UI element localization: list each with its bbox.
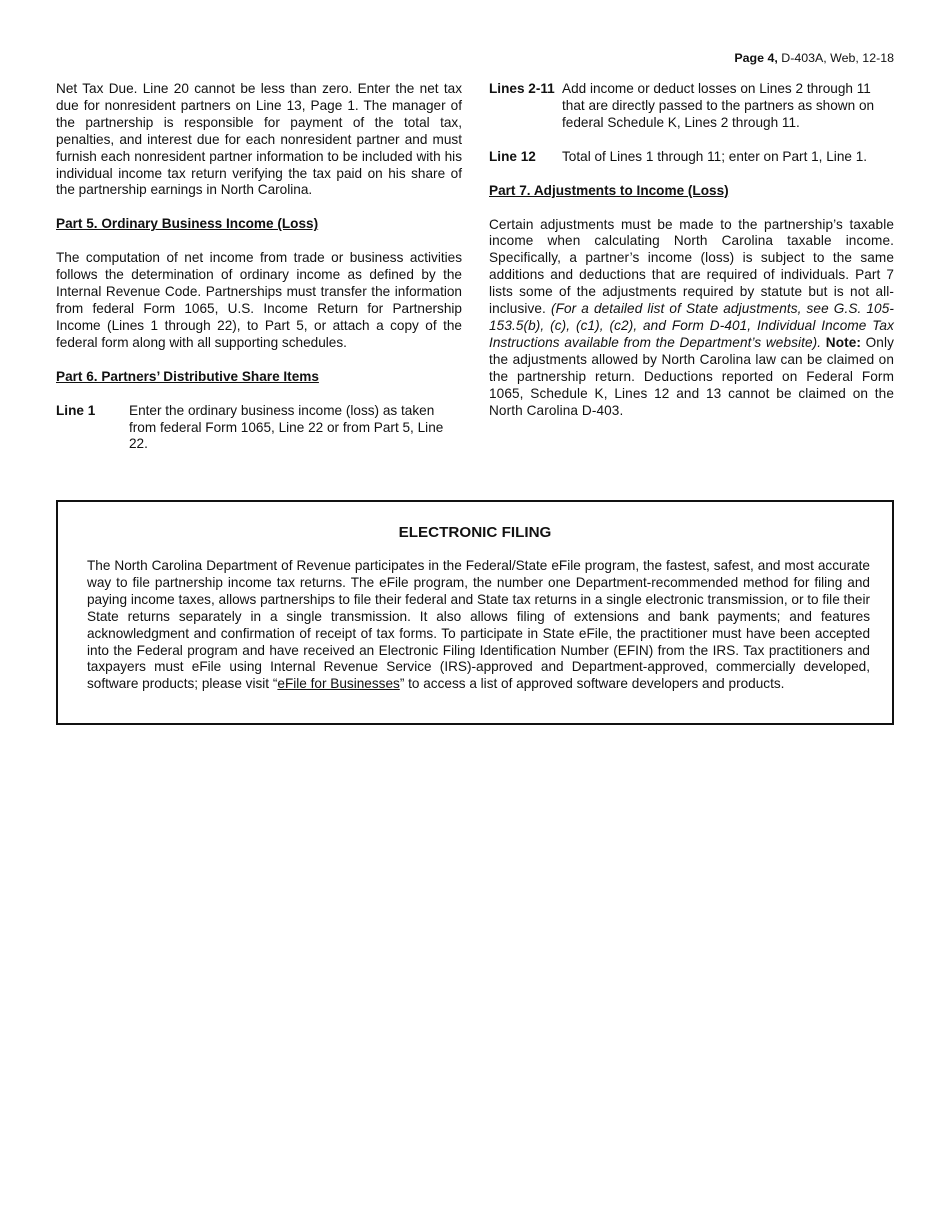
electronic-filing-box: [56, 500, 894, 725]
part7-paragraph: [489, 217, 894, 420]
efile-for-businesses-link[interactable]: eFile for Businesses: [277, 676, 400, 692]
part5-paragraph: The computation of net income from trade or business activities follows the determination of ordinary income as defined by the Internal Revenue Code. Partnerships must transfer the information from federal Form 1065, U.S. Income Return for Partnership Income (Lines 1 through 22), to Part 5, or attach a copy of the federal form along with all supporting schedules.: [56, 250, 462, 350]
line1-label: Line 1: [56, 402, 96, 418]
line1-row: [56, 403, 462, 454]
line12-row: [489, 149, 894, 166]
left-column: [56, 81, 462, 453]
part7-note-label: Note:: [825, 334, 862, 350]
right-column: [489, 81, 894, 419]
line1-text: Enter the ordinary business income (loss) as taken from federal Form 1065, Line 22 or from Part 5, Line 22.: [129, 402, 444, 452]
part7-heading: Part 7. Adjustments to Income (Loss): [489, 182, 729, 198]
part7-italic-reference: (For a detailed list of State adjustments, see G.S. 105-153.5(b), (c), (c1), (c2), and Form D-401, Individual Income Tax Instructions available from the Department’s website).: [489, 301, 894, 350]
efiling-body-2: ” to access a list of approved software developers and products.: [399, 676, 785, 692]
page-header: [734, 51, 894, 65]
part7-text-1: Certain adjustments must be made to the partnership’s taxable income when calculating North Carolina taxable income. Specifically, a partner’s income (loss) is subject to the same additions and deductions that are required of individuals. Part 7 lists some of the adjustments required by statute but is not all-inclusive.: [489, 216, 894, 317]
line12-label: Line 12: [489, 148, 536, 164]
form-info: D-403A, Web, 12-18: [781, 51, 894, 65]
electronic-filing-title: ELECTRONIC FILING: [398, 524, 552, 541]
efiling-body-1: The North Carolina Department of Revenue participates in the Federal/State eFile program, the fastest, safest, and most accurate way to file partnership income tax returns. The eFile program, the number one Department-recommended method for filing and paying income taxes, allows partnerships to file their federal and State tax returns in a single electronic transmission, or to file their State returns separately in a single transmission. It also allows filing of extensions and bank payments; and features acknowledgment and confirmation of receipt of tax forms. To participate in State eFile, the practitioner must have been accepted into the Federal program and have received an Electronic Filing Identification Number (EFIN) from the IRS. Tax practitioners and taxpayers must eFile using Internal Revenue Service (IRS)-approved and Department-approved, commercially developed, software products; please visit “: [87, 558, 870, 692]
part6-heading: Part 6. Partners’ Distributive Share Items: [56, 368, 319, 384]
part5-heading: Part 5. Ordinary Business Income (Loss): [56, 216, 319, 232]
line12-text: Total of Lines 1 through 11; enter on Part 1, Line 1.: [562, 148, 868, 164]
page-number: Page 4,: [734, 51, 778, 65]
lines2-11-label: Lines 2-11: [489, 81, 555, 96]
electronic-filing-body: [87, 558, 870, 693]
lines2-11-row: [489, 81, 894, 132]
part7-text-2: Only the adjustments allowed by North Carolina law can be claimed on the partnership return. Deductions reported on Federal Form 1065, Schedule K, Lines 12 and 13 cannot be claimed on the North Carolina D-403.: [489, 334, 894, 418]
lines2-11-text: Add income or deduct losses on Lines 2 through 11 that are directly passed to the partners as shown on federal Schedule K, Lines 2 through 11.: [562, 81, 875, 130]
net-tax-paragraph: Net Tax Due. Line 20 cannot be less than zero. Enter the net tax due for nonresident partners on Line 13, Page 1. The manager of the partnership is responsible for payment of the total tax, penalties, and interest due for each nonresident partner and must furnish each nonresident partner information to be included with his individual income tax return verifying the tax paid on his share of the partnership earnings in North Carolina.: [56, 81, 462, 198]
